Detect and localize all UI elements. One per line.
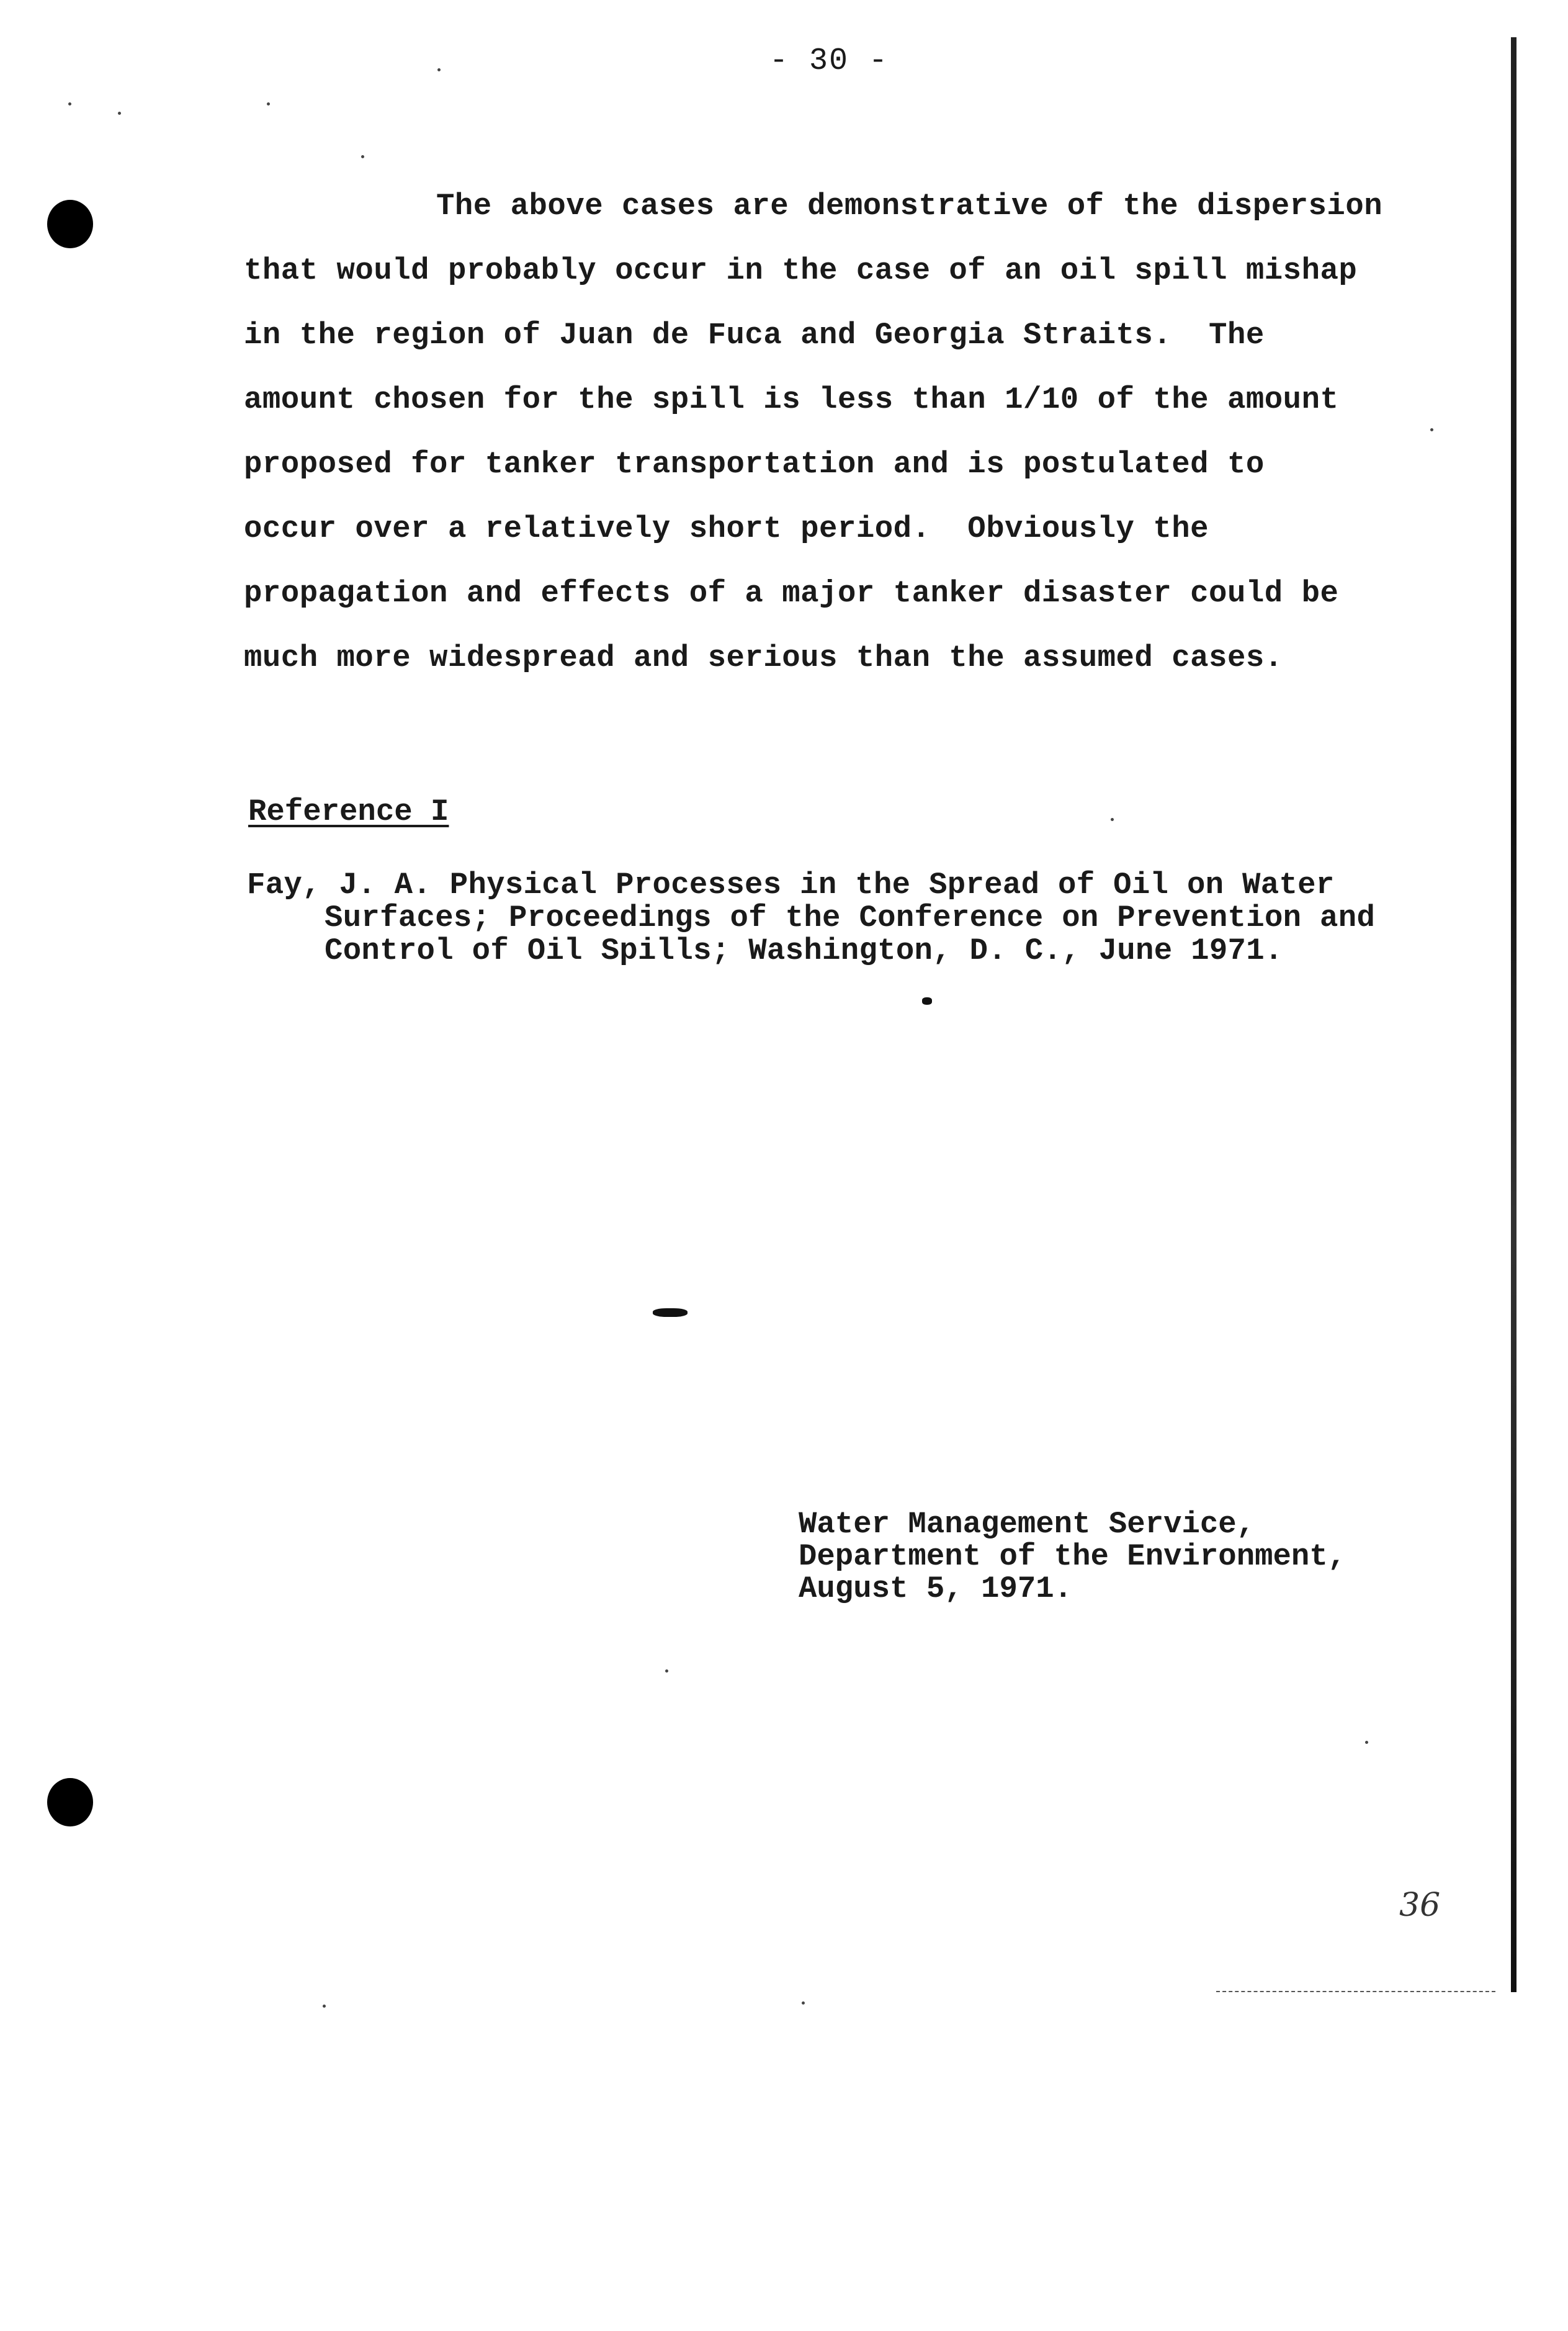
scan-speck: [68, 102, 71, 106]
reference-heading: Reference I: [248, 794, 449, 829]
scan-speck: [1430, 428, 1433, 431]
handwritten-page-mark: 36: [1399, 1887, 1441, 1924]
scan-speck: [361, 155, 364, 158]
scan-speck: [267, 102, 270, 106]
signature-line: August 5, 1971.: [799, 1571, 1073, 1606]
punch-hole-bottom: [47, 1778, 93, 1826]
scan-speck: [665, 1669, 668, 1673]
paragraph-line: propagation and effects of a major tanker disaster could be: [244, 576, 1339, 611]
citation-line: Control of Oil Spills; Washington, D. C., June 1971.: [325, 933, 1283, 968]
paragraph-line: occur over a relatively short period. Obviously the: [244, 511, 1209, 546]
paragraph-line: in the region of Juan de Fuca and Georgia Straits. The: [244, 318, 1265, 353]
scan-edge-shadow: [1511, 37, 1516, 1992]
signature-line: Department of the Environment,: [799, 1539, 1346, 1574]
scan-speck: [802, 2001, 805, 2005]
citation-line: Surfaces; Proceedings of the Conference on Prevention and: [325, 901, 1376, 935]
scan-speck: [1111, 818, 1114, 821]
ink-smudge: [653, 1308, 688, 1317]
ink-smudge: [922, 997, 932, 1005]
signature-line: Water Management Service,: [799, 1507, 1255, 1542]
scan-bottom-edge: [1216, 1991, 1495, 1993]
citation-line: Fay, J. A. Physical Processes in the Spread of Oil on Water: [247, 868, 1335, 902]
punch-hole-top: [47, 200, 93, 248]
page-number: - 30 -: [769, 43, 889, 79]
paragraph-line: amount chosen for the spill is less than 1/10 of the amount: [244, 382, 1339, 417]
paragraph-line: The above cases are demonstrative of the dispersion: [436, 189, 1383, 223]
paragraph-line: proposed for tanker transportation and is postulated to: [244, 447, 1265, 482]
body-paragraph: [244, 174, 1423, 690]
signature-block: [799, 1508, 1346, 1605]
scan-speck: [323, 2005, 326, 2008]
scan-speck: [437, 68, 441, 71]
reference-citation: [247, 869, 1457, 968]
paragraph-line: that would probably occur in the case of an oil spill mishap: [244, 253, 1358, 288]
scan-speck: [1365, 1741, 1368, 1744]
scan-speck: [118, 112, 121, 115]
paragraph-line: much more widespread and serious than the assumed cases.: [244, 640, 1283, 675]
